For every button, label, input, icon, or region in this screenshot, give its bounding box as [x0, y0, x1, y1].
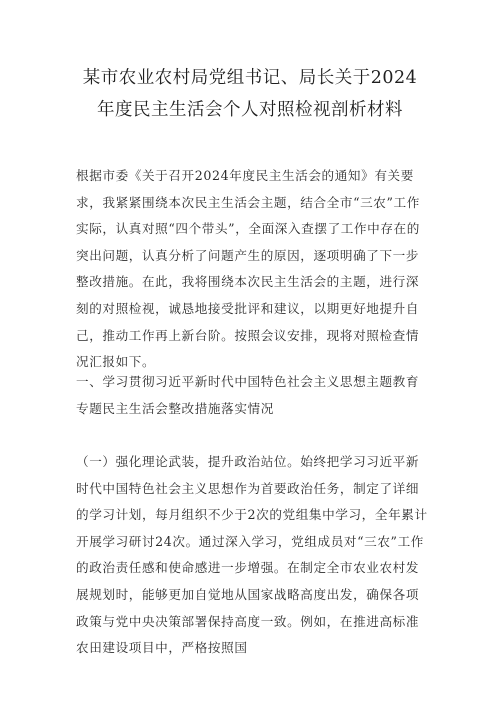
intro-paragraph: 根据市委《关于召开2024年度民主生活会的通知》有关要求，我紧紧围绕本次民主生活会主题，结合全市“三农”工作实际，认真对照“四个带头”，全面深入查摆了工作中存在的突出问题，认真分析了问题产生的原因，逐项明确了下一步整改措施。在此，我将围绕本次民主生活会的主题，进行深刻的对照检视，诚恳地接受批评和建议，以期更好地提升自己，推动工作再上新台阶。按照会议安排，现将对照检查情况汇报如下。	[76, 168, 420, 370]
section-heading: 一、学习贯彻习近平新时代中国特色社会主义思想主题教育专题民主生活会整改措施落实情况	[76, 374, 420, 416]
document-title-line-2: 年度民主生活会个人对照检视剖析材料	[97, 100, 403, 120]
body-paragraph: （一）强化理论武装，提升政治站位。始终把学习习近平新时代中国特色社会主义思想作为首要政治任务，制定了详细的学习计划，每月组织不少于2次的党组集中学习，全年累计开展学习研讨24次。通过深入学习，党组成员对“三农”工作的政治责任感和使命感进一步增强。在制定全市农业农村发展规划时，能够更加自觉地从国家战略高度出发，确保各项政策与党中央决策部署保持高度一致。例如，在推进高标准农田建设项目中，严格按照国	[76, 454, 428, 656]
document-title-line-1: 某市农业农村局党组书记、局长关于2024	[82, 68, 418, 88]
